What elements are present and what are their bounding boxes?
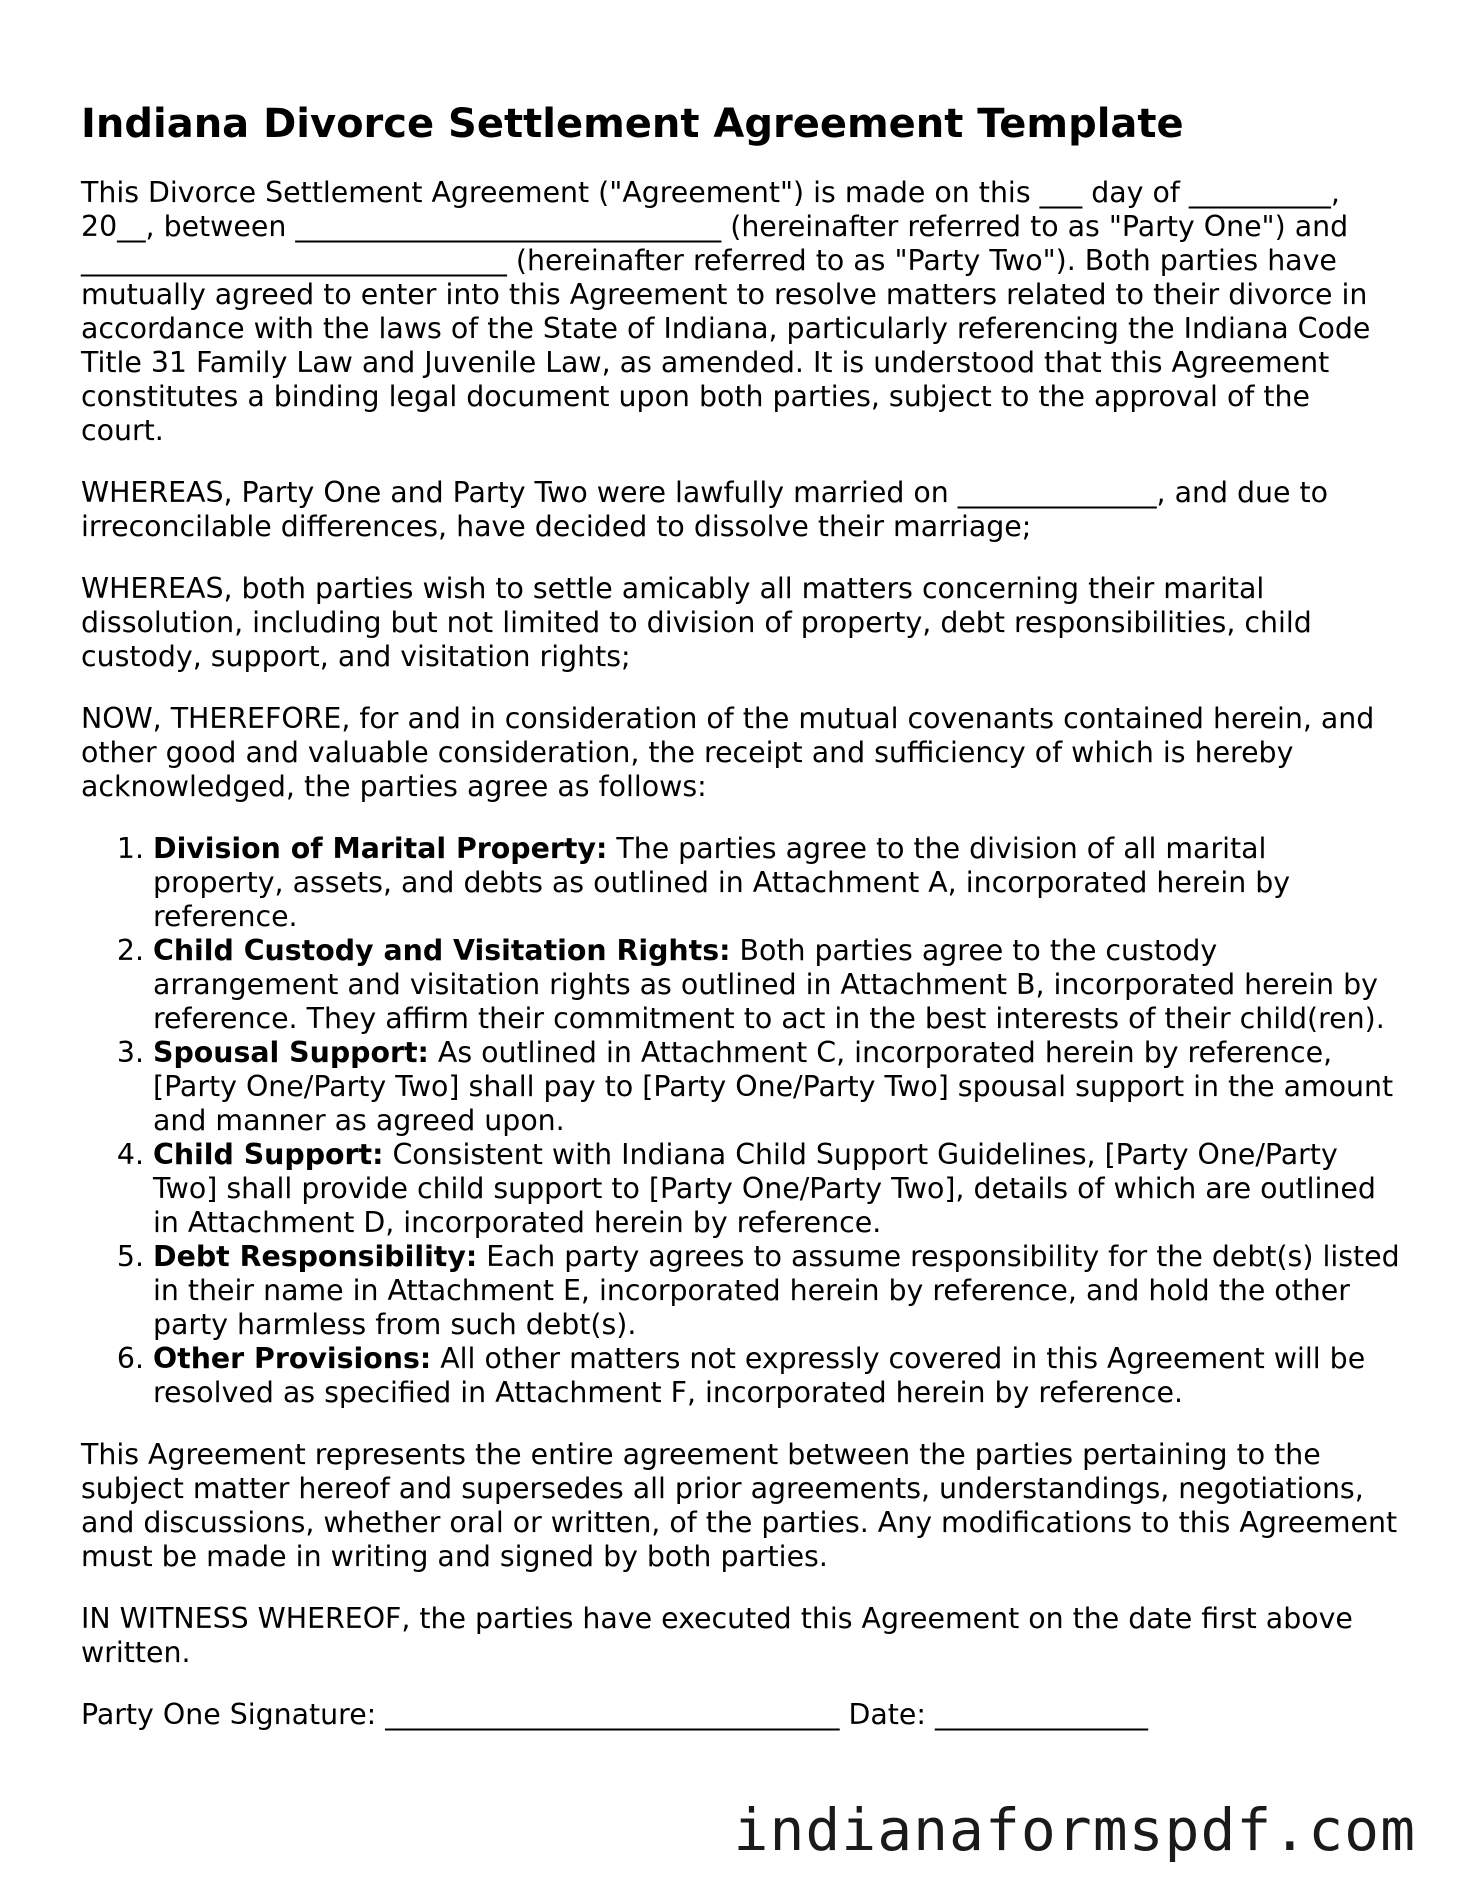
- provision-text: All other matters not expressly covered in this Agreement will be resolved as specified in Attachment F, incorporated herein by reference.: [153, 1342, 1366, 1409]
- list-item: [153, 832, 1401, 934]
- provision-text: As outlined in Attachment C, incorporated herein by reference, [Party One/Party Two] shall pay to [Party One/Party Two] spousal support in the amount and manner as agreed upon.: [153, 1036, 1394, 1137]
- provision-heading: Child Support:: [153, 1138, 384, 1171]
- provision-text: Consistent with Indiana Child Support Guidelines, [Party One/Party Two] shall provide child support to [Party One/Party Two], details of which are outlined in Attachment D, incorporated herein by reference.: [153, 1138, 1376, 1239]
- watermark: indianaformspdf.com: [733, 1796, 1416, 1864]
- provision-heading: Debt Responsibility:: [153, 1240, 478, 1273]
- whereas-marriage-paragraph: WHEREAS, Party One and Party Two were lawfully married on ______________, and due to irreconcilable differences, have decided to dissolve their marriage;: [81, 476, 1329, 543]
- provisions-list: [81, 832, 1401, 1410]
- document-page: [81, 98, 1401, 1732]
- party-one-signature-line: Party One Signature: ________________________________ Date: _______________: [81, 1698, 1148, 1731]
- list-item: [153, 1036, 1401, 1138]
- now-therefore-paragraph: NOW, THEREFORE, for and in consideration of the mutual covenants contained herein, and other good and valuable consideration, the receipt and sufficiency of which is hereby acknowledged, the parties agree as follows:: [81, 702, 1375, 803]
- whereas-settle-paragraph: WHEREAS, both parties wish to settle amicably all matters concerning their marital dissolution, including but not limited to division of property, debt responsibilities, child custody, support, and visitation rights;: [81, 572, 1312, 673]
- provision-text: Each party agrees to assume responsibility for the debt(s) listed in their name in Attachment E, incorporated herein by reference, and hold the other party harmless from such debt(s).: [153, 1240, 1400, 1341]
- provision-heading: Division of Marital Property:: [153, 832, 608, 865]
- list-item: [153, 1342, 1401, 1410]
- provision-heading: Spousal Support:: [153, 1036, 429, 1069]
- intro-paragraph: This Divorce Settlement Agreement ("Agreement") is made on this ___ day of __________, 20__, between ______________________________ (hereinafter referred to as "Party One") and ______________________________ (hereinafter referred to as "Party Two"). Both parties have mutually agreed to enter into this Agreement to resolve matters related to their divorce in accordance with the laws of the State of Indiana, particularly referencing the Indiana Code Title 31 Family Law and Juvenile Law, as amended. It is understood that this Agreement constitutes a binding legal document upon both parties, subject to the approval of the court.: [81, 176, 1371, 447]
- list-item: [153, 934, 1401, 1036]
- list-item: [153, 1138, 1401, 1240]
- entire-agreement-paragraph: This Agreement represents the entire agreement between the parties pertaining to the subject matter hereof and supersedes all prior agreements, understandings, negotiations, and discussions, whether oral or written, of the parties. Any modifications to this Agreement must be made in writing and signed by both parties.: [81, 1438, 1398, 1573]
- provision-text: The parties agree to the division of all marital property, assets, and debts as outlined in Attachment A, incorporated herein by reference.: [153, 832, 1291, 933]
- provision-heading: Other Provisions:: [153, 1342, 432, 1375]
- witness-paragraph: IN WITNESS WHEREOF, the parties have executed this Agreement on the date first above written.: [81, 1602, 1353, 1669]
- list-item: [153, 1240, 1401, 1342]
- provision-text: Both parties agree to the custody arrangement and visitation rights as outlined in Attachment B, incorporated herein by reference. They affirm their commitment to act in the best interests of their child(ren).: [153, 934, 1385, 1035]
- document-title: Indiana Divorce Settlement Agreement Template: [81, 101, 1184, 147]
- provision-heading: Child Custody and Visitation Rights:: [153, 934, 731, 967]
